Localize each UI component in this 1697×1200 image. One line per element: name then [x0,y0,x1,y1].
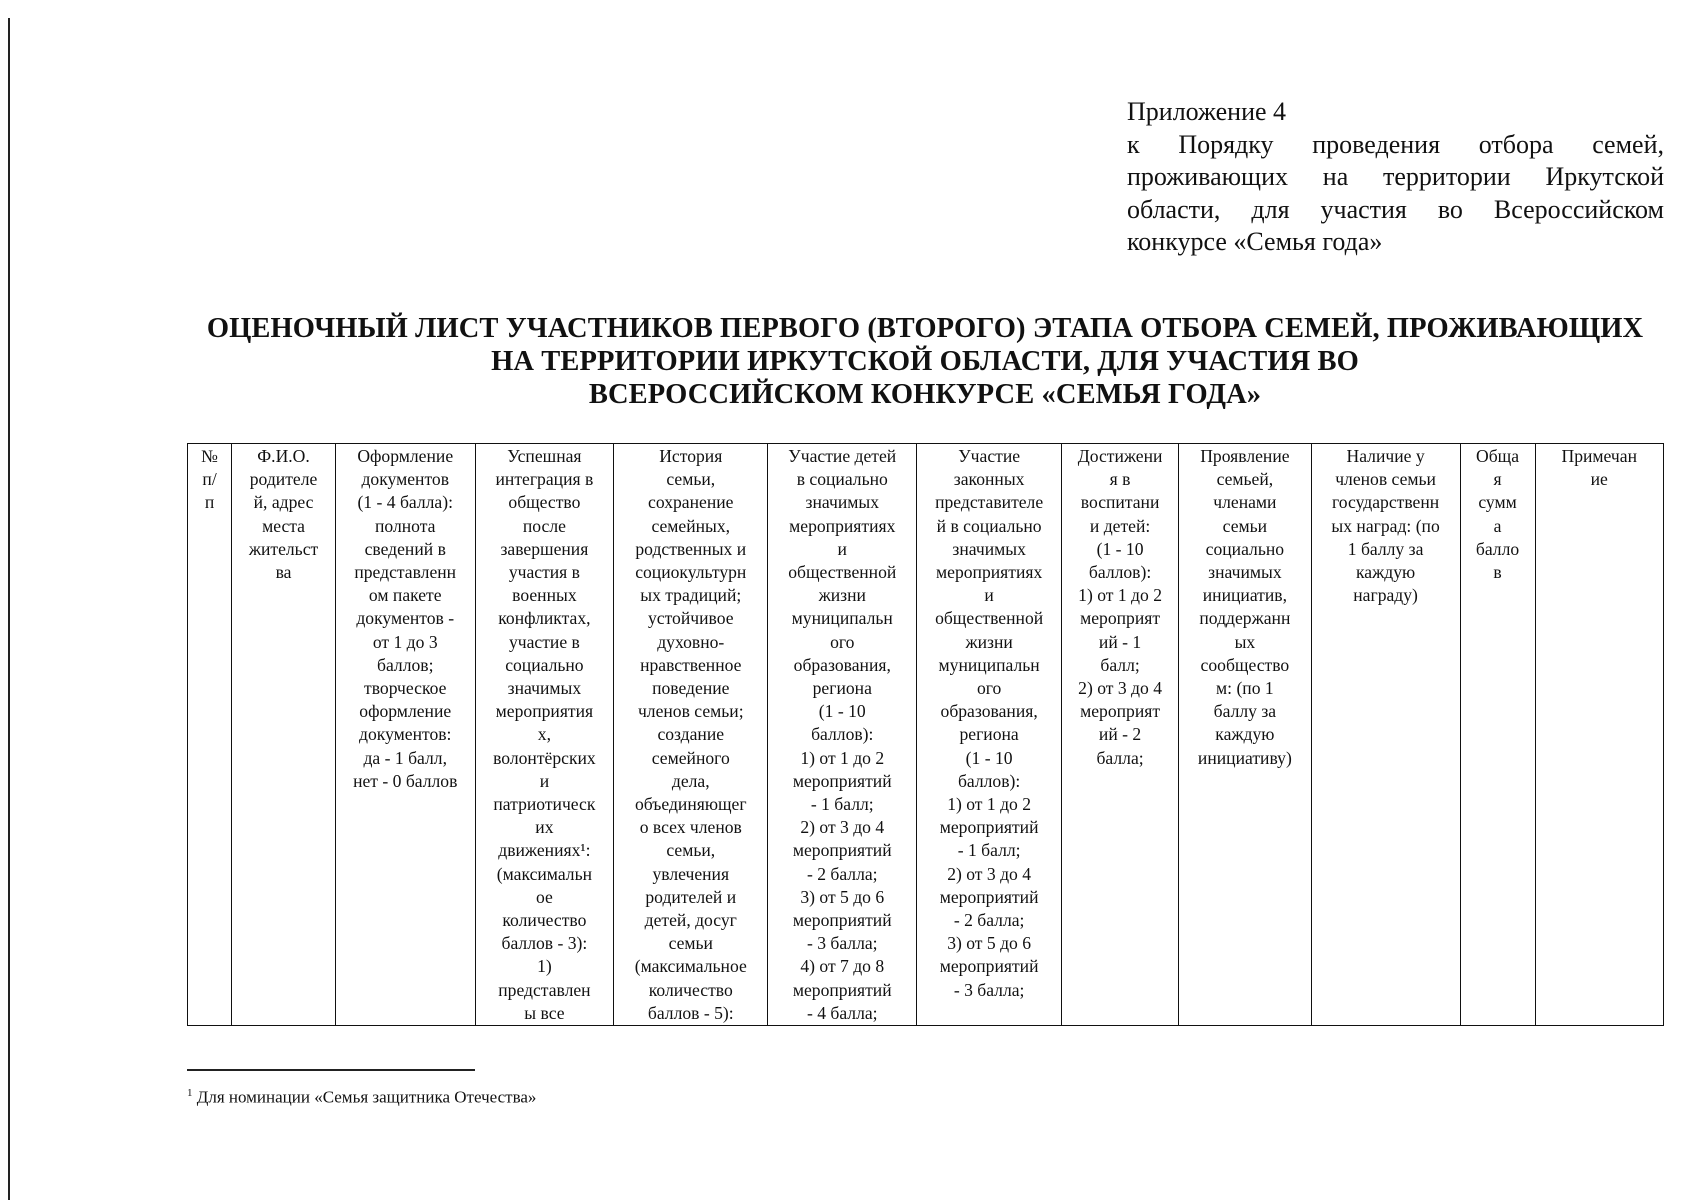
footnote-marker: 1 [187,1087,193,1099]
column-header-number: № п/ п [188,444,232,1026]
document-title-line: НА ТЕРРИТОРИИ ИРКУТСКОЙ ОБЛАСТИ, ДЛЯ УЧАСТИЯ ВО [491,346,1359,377]
column-header-social-initiatives: Проявление семьей, членами семьи социально значимых инициатив, поддержанн ых сообщество м: (по 1 баллу за каждую инициативу) [1179,444,1312,1026]
column-header-parent-name-address: Ф.И.О. родителе й, адрес места жительст ва [232,444,336,1026]
page-left-border [8,18,10,1200]
column-header-family-history: История семьи, сохранение семейных, родственных и социокультурн ых традиций; устойчивое духовно- нравственное поведение членов семьи; создание семейного дела, объединяющег о всех членов семьи, увлечения родителей и детей, досуг семьи (максимальное количество баллов - 5): [614,444,768,1026]
column-header-integration: Успешная интеграция в общество после завершения участия в военных конфликтах, участие в социально значимых мероприятия х, волонтёрских и патриотическ их движениях¹: (максимальн ое количество баллов - 3): 1) представлен ы все [475,444,614,1026]
evaluation-table [187,443,1664,1026]
document-title-line: ВСЕРОССИЙСКОМ КОНКУРСЕ «СЕМЬЯ ГОДА» [588,379,1262,410]
column-header-upbringing-achievements: Достижени я в воспитани и детей: (1 - 10 баллов): 1) от 1 до 2 мероприят ий - 1 балл; 2) от 3 до 4 мероприят ий - 2 балла; [1062,444,1179,1026]
column-header-state-awards: Наличие у членов семьи государственн ых наград: (по 1 баллу за каждую награду) [1311,444,1460,1026]
footnote-text: Для номинации «Семья защитника Отечества» [192,1087,537,1107]
table-header-row [188,444,1664,1026]
column-header-guardians-participation: Участие законных представителе й в социально значимых мероприятиях и общественной жизни муниципальн ого образования, региона (1 - 10 баллов): 1) от 1 до 2 мероприятий - 1 балл; 2) от 3 до 4 мероприятий - 2 балла; 3) от 5 до 6 мероприятий - 3 балла; [917,444,1062,1026]
footnote [187,1082,536,1109]
appendix-header [1127,96,1664,259]
appendix-reference: к Порядку проведения отбора семей, проживающих на территории Иркутской области, для участия во Всероссийском конкурсе «Семья года» [1127,129,1664,256]
column-header-total-score: Обща я сумм а балло в [1460,444,1535,1026]
column-header-documents: Оформление документов (1 - 4 балла): полнота сведений в представленн ом пакете документов - от 1 до 3 баллов; творческое оформление документов: да - 1 балл, нет - 0 баллов [335,444,475,1026]
appendix-title: Приложение 4 [1127,97,1287,126]
footnote-separator [187,1069,475,1071]
column-header-notes: Примечан ие [1535,444,1663,1026]
document-title-line: ОЦЕНОЧНЫЙ ЛИСТ УЧАСТНИКОВ ПЕРВОГО (ВТОРОГО) ЭТАПА ОТБОРА СЕМЕЙ, ПРОЖИВАЮЩИХ [206,313,1644,344]
column-header-children-participation: Участие детей в социально значимых мероприятиях и общественной жизни муниципальн ого образования, региона (1 - 10 баллов): 1) от 1 до 2 мероприятий - 1 балл; 2) от 3 до 4 мероприятий - 2 балла; 3) от 5 до 6 мероприятий - 3 балла; 4) от 7 до 8 мероприятий - 4 балла; [768,444,917,1026]
document-title [180,312,1670,411]
